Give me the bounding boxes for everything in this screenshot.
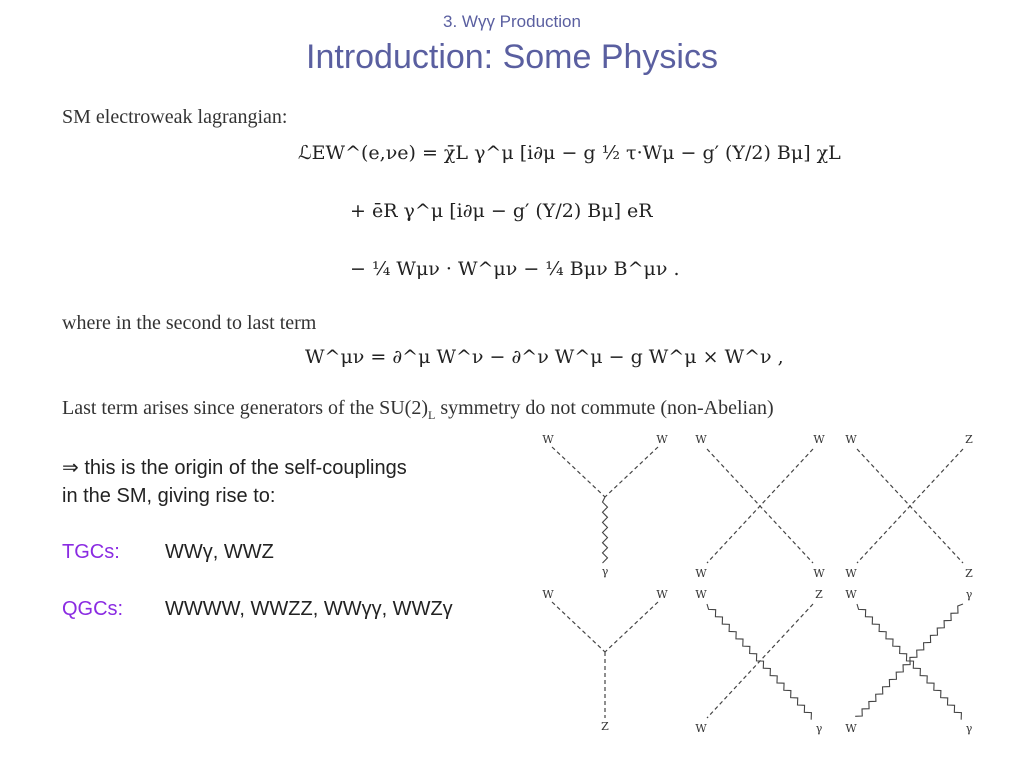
diagram-4-label-tr: Z [815, 588, 823, 601]
non-abelian-pre: Last term arises since generators of the SU(2) [62, 397, 428, 419]
non-abelian-text [62, 397, 774, 423]
diagram-1-label-bl: W [695, 567, 707, 580]
equation-line-1-text: ℒEW^(e,νe) = χ̄L γ^μ [i∂μ − g ½ τ·Wμ − g′ (Y/2) Bμ] χL [298, 142, 841, 164]
diagram-5-line-tr-bl [855, 604, 963, 716]
diagram-3-label-bottom: Z [601, 720, 609, 733]
equation-line-2 [350, 200, 653, 222]
qgc-value: WWWW, WWZZ, WWγγ, WWZγ [165, 598, 453, 620]
tgc-value: WWγ, WWZ [165, 541, 274, 563]
qgc-label: QGCs: [62, 598, 124, 620]
diagram-4-label-bl: W [695, 722, 707, 735]
diagram-5-label-tr: γ [965, 588, 973, 601]
diagram-1-label-tl: W [695, 433, 707, 446]
diagram-2-label-bl: W [845, 567, 857, 580]
diagram-2-label-tr: Z [965, 433, 973, 446]
lagrangian-intro: SM electroweak lagrangian: [62, 106, 288, 128]
diagram-5-label-bl: W [845, 722, 857, 735]
non-abelian-subscript: L [428, 408, 436, 422]
section-subtitle: 3. Wγγ Production [443, 12, 581, 31]
diagram-4-label-tl: W [695, 588, 707, 601]
diagram-4-label-br: γ [815, 722, 823, 735]
diagram-1-label-br: W [813, 567, 825, 580]
diagram-0-leg-bottom [603, 497, 608, 563]
origin-line-2: in the SM, giving rise to: [62, 485, 276, 507]
diagram-5-label-br: γ [965, 722, 973, 735]
diagram-0-leg-right [605, 447, 658, 497]
feynman-diagrams [530, 425, 1000, 750]
equation-line-3 [350, 258, 680, 280]
field-strength-equation: W^μν = ∂^μ W^ν − ∂^ν W^μ − g W^μ × W^ν , [305, 346, 784, 368]
diagram-1-label-tr: W [813, 433, 825, 446]
diagram-0-label-top-left: W [542, 433, 554, 446]
diagram-3-leg-right [605, 602, 658, 652]
diagram-5-line-tl-br [857, 604, 961, 720]
page-title: Introduction: Some Physics [306, 38, 718, 76]
origin-line-1: ⇒ this is the origin of the self-couplings [62, 457, 407, 479]
diagram-0-label-top-right: W [656, 433, 668, 446]
diagram-3-label-top-right: W [656, 588, 668, 601]
diagram-0-label-bottom: γ [601, 565, 609, 578]
diagram-3-label-top-left: W [542, 588, 554, 601]
tgc-label: TGCs: [62, 541, 120, 563]
equation-line-3-text: − ¼ Wμν · W^μν − ¼ Bμν B^μν . [350, 258, 680, 280]
equation-line-1 [298, 142, 841, 164]
diagram-0-leg-left [552, 447, 605, 497]
diagram-5-label-tl: W [845, 588, 857, 601]
diagram-2-label-br: Z [965, 567, 973, 580]
equation-line-2-text: + ēR γ^μ [i∂μ − g′ (Y/2) Bμ] eR [350, 200, 653, 222]
second-term-text: where in the second to last term [62, 312, 317, 334]
diagram-3-leg-left [552, 602, 605, 652]
diagram-2-label-tl: W [845, 433, 857, 446]
non-abelian-post: symmetry do not commute (non-Abelian) [435, 397, 774, 419]
